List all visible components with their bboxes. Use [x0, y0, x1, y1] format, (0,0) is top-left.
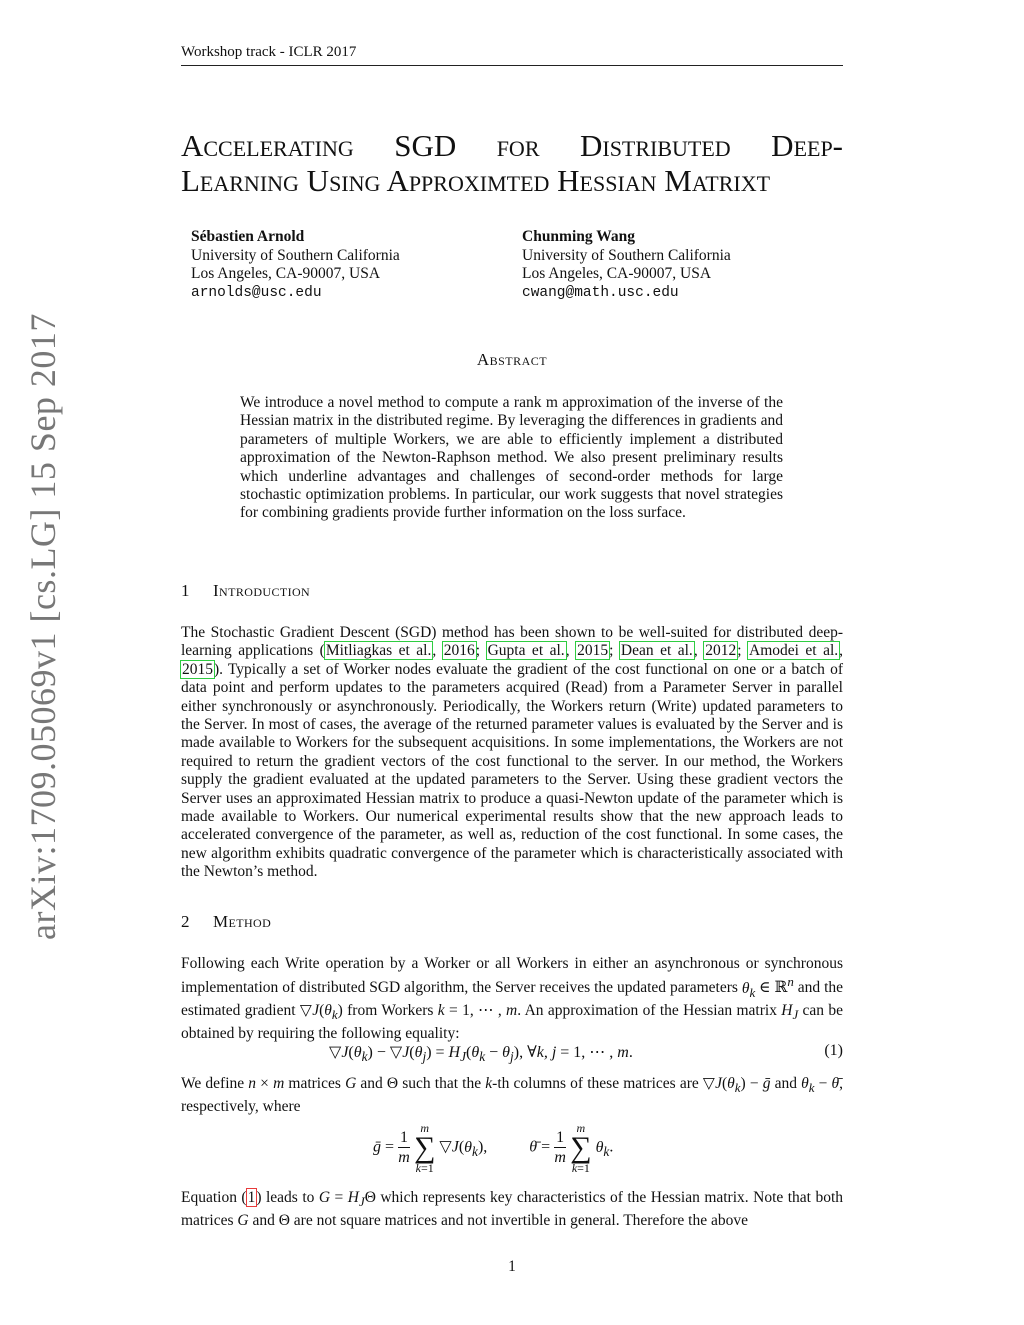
abstract-text: We introduce a novel method to compute a rank m approximation of the inverse of the Hessian matrix in the distributed regime. By leveraging the differences in gradients and parameters of multiple Workers, we are able to efficiently implement a distributed approximation of the Newton-Raphson method. We also present preliminary results which underline advantages and challenges of second-order methods for large stochastic optimization problems. In particular, our work suggests that novel strategies for combining gradients provide further information on the loss surface.: [240, 394, 783, 522]
paper-title: [181, 128, 843, 198]
intro-paragraph: The Stochastic Gradient Descent (SGD) method has been shown to be well-suited for distributed deep-learning applications (Mitliagkas et al., 2016; Gupta et al., 2015; Dean et al., 2012; Amodei et al., 2015). Typically a set of Worker nodes evaluate the gradient of the cost functional on one or a batch of data point and perform updates to the parameters acquired (Read) from a Parameter Server in parallel either synchronously or asynchronously. Periodically, the Workers return (Write) updated parameters to the Server. In most of cases, the average of the returned parameter values is evaluated by the Server and is made available to Workers for the subsequent acquisitions. In some implementations, the Workers are not required to return the gradient vectors of the cost functional to the server. In our method, the Workers supply the gradient evaluated at the updated parameters to the Server. Using these gradient vectors the Server uses an approximated Hessian matrix to produce a quasi-Newton update of the parameter which is made available to Workers. Our numerical experimental results show that the new approach leads to accelerated convergence of the parameter, as well as, reduction of the cost functional. In some cases, the new algorithm exhibits quadratic convergence of the parameter which is characteristically associated with the Newton’s method.: [181, 624, 844, 881]
method-text: matrices: [288, 1075, 341, 1092]
author-affiliation: University of Southern California: [522, 246, 731, 264]
method-text: which represents key characteristics of the Hessian matrix. Note that both matrices: [181, 1189, 844, 1229]
equation-means: [181, 1122, 843, 1178]
method-text: can be obtained by requiring the following equality:: [181, 1002, 844, 1042]
section-title: Introduction: [213, 581, 311, 600]
section-heading-introduction: [181, 581, 310, 601]
method-text: Equation (: [181, 1189, 247, 1206]
author-address: Los Angeles, CA-90007, USA: [191, 265, 381, 282]
abstract-heading: Abstract: [476, 350, 548, 369]
equation-body: ḡ = $\frac{1}{m}$ m ∑ k=1 $▽J(\theta_k)$, θ̄ = $\frac{1}{m}$ m ∑ k=1 $\theta_k$.: [373, 1121, 614, 1175]
method-text: from Workers: [347, 1002, 434, 1020]
citation-link[interactable]: Mitliagkas et al.: [325, 642, 432, 660]
citation-link[interactable]: 2016: [443, 642, 475, 660]
title-line-2: Learning Using Approximted Hessian Matrixt: [181, 163, 771, 198]
method-text: and Θ such that the: [360, 1075, 482, 1092]
method-text: -th columns of these matrices are: [492, 1075, 699, 1092]
running-header: Workshop track - ICLR 2017: [181, 44, 843, 66]
section-heading-method: [181, 912, 271, 932]
section-number: 2: [181, 912, 190, 931]
equation-body: $▽J(\theta_k)$ − $▽J(\theta_j) = H_J(\theta_k - \theta_j)$, ∀k, j = 1, ⋯ , m.: [329, 1044, 633, 1065]
citation-link[interactable]: 2012: [705, 642, 737, 660]
citation-link[interactable]: Amodei et al.: [749, 642, 839, 660]
author-name: Sébastien Arnold: [191, 228, 305, 245]
page-number: 1: [508, 1258, 516, 1275]
method-paragraph-1: Following each Write operation by a Worker or all Workers in either an asynchronous or synchronous implementation of distributed SGD algorithm, the Server receives the updated parameters $\theta_k$ ∈ ℝ$^n$ and the estimated gradient $▽J(\theta_k)$ from Workers k = 1, ⋯ , m. An approximation of the Hessian matrix $H_J$ can be obtained by requiring the following equality:: [181, 955, 844, 1042]
method-text: ) leads to: [256, 1189, 315, 1206]
citation-link[interactable]: 2015: [577, 642, 609, 660]
method-text: and: [774, 1075, 797, 1092]
citation-link[interactable]: Dean et al.: [620, 642, 693, 660]
method-text: Following each Write operation by a Worker or all Workers in either an asynchronous or synchronous implementation of distributed SGD algorithm, the Server receives the updated parameters: [181, 955, 843, 997]
method-text: and the estimated gradient: [181, 979, 844, 1020]
arxiv-stamp: arXiv:1709.05069v1 [cs.LG] 15 Sep 2017: [23, 313, 63, 940]
method-paragraph-2: We define n × m matrices G and Θ such that the k-th columns of these matrices are $▽J(\theta_k)$ − ḡ and $\theta_k$ − θ̄, respectively, where: [181, 1075, 844, 1115]
method-paragraph-3: Equation (1) leads to $G = H_J\Theta$ which represents key characteristics of the Hessian matrix. Note that both matrices G and Θ are not square matrices and not invertible in general. Therefore the above: [181, 1189, 844, 1229]
equation-number: (1): [824, 1042, 843, 1059]
title-line-1: Accelerating SGD for Distributed Deep-: [181, 128, 843, 163]
section-title: Method: [213, 912, 272, 931]
intro-text-start: The Stochastic Gradient Descent (SGD) method has been shown to be well-suited for distributed deep-learning applications (: [181, 624, 843, 660]
citation-link[interactable]: 2015: [182, 660, 213, 678]
citation-link[interactable]: Gupta et al.: [487, 642, 565, 660]
method-text: and Θ are not square matrices and not invertible in general. Therefore the above: [252, 1211, 748, 1229]
author-email[interactable]: cwang@math.usc.edu: [522, 284, 679, 301]
author-2: [522, 228, 731, 302]
method-text: We define: [181, 1075, 245, 1092]
author-1: [191, 228, 400, 302]
method-text: . An approximation of the Hessian matrix: [517, 1002, 777, 1020]
equation-reference-link[interactable]: 1: [247, 1189, 256, 1206]
section-number: 1: [181, 581, 190, 600]
author-email[interactable]: arnolds@usc.edu: [191, 284, 322, 301]
author-name: Chunming Wang: [522, 228, 636, 245]
method-text: , respectively, where: [181, 1075, 844, 1115]
author-address: Los Angeles, CA-90007, USA: [522, 265, 712, 282]
author-affiliation: University of Southern California: [191, 246, 400, 264]
intro-text-end: ). Typically a set of Worker nodes evaluate the gradient of the cost functional on one or a batch of data point and perform updates to the parameters acquired (Read) from a Parameter Server in parallel either synchronously or asynchronously. Periodically, the Workers return (Write) updated parameters to the Server. In most of cases, the average of the returned parameter values is evaluated by the Server and is made available to Workers for the subsequent acquisitions. In some implementations, the Workers are not required to return the gradient vectors of the cost functional to the server. In our method, the Workers supply the gradient evaluated at the updated parameters to the Server. Using these gradient vectors the Server uses an approximated Hessian matrix to produce a quasi-Newton update of the parameter which is made available to Workers. Our numerical experimental results show that the new approach leads to accelerated convergence of the parameter, as well as, reduction of the cost functional. In some cases, the new algorithm exhibits quadratic convergence of the parameter which is characteristically associated with the Newton’s method.: [181, 660, 843, 881]
